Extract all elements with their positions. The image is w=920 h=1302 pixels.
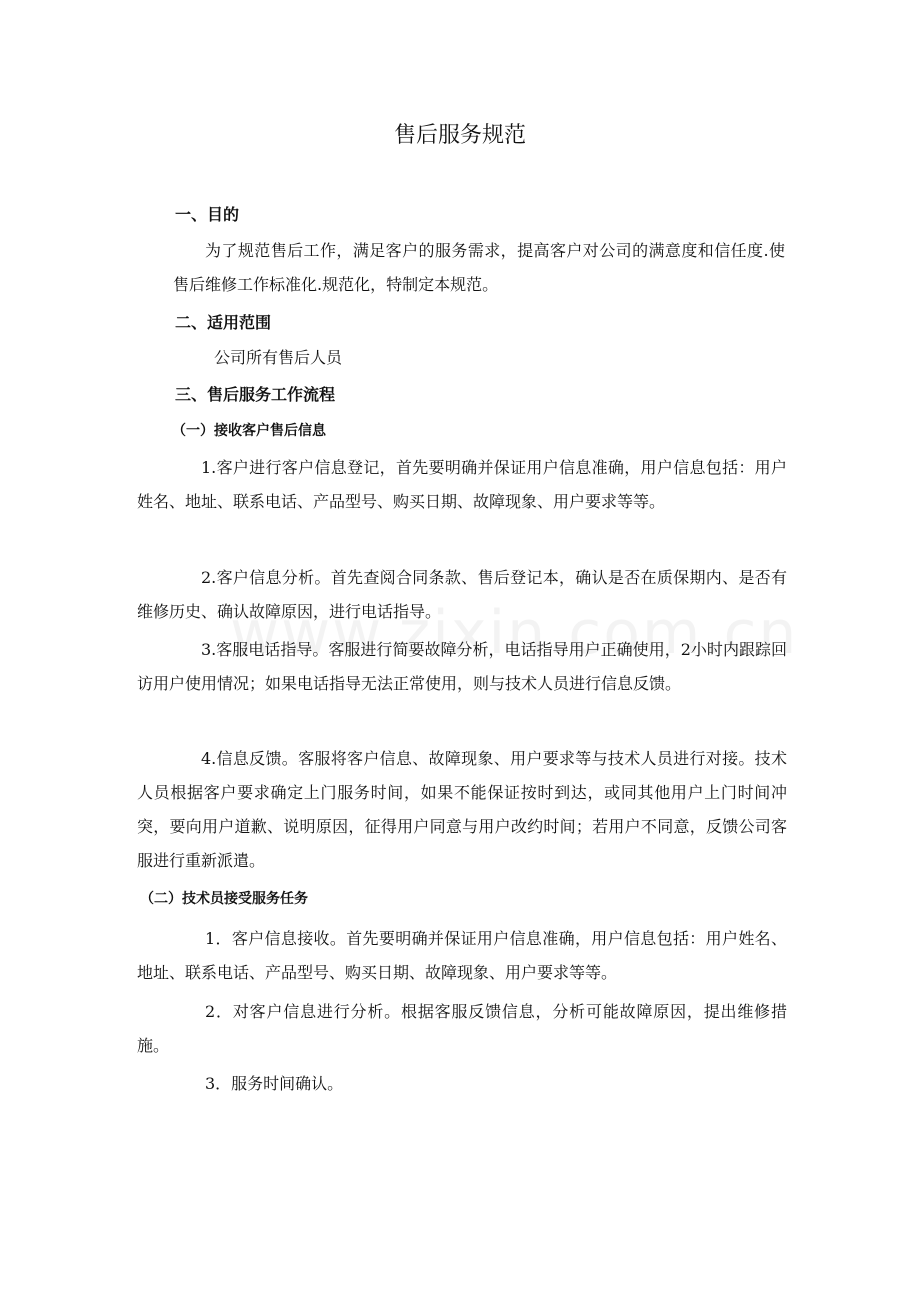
scope-text: 公司所有售后人员 bbox=[214, 348, 343, 367]
technician-item-2: 2．对客户信息进行分析。根据客服反馈信息，分析可能故障原因，提出维修措施。 bbox=[137, 1002, 787, 1055]
section-heading-scope: 二、适用范围 bbox=[175, 313, 272, 332]
workflow-item-3: 3.客服电话指导。客服进行简要故障分析，电话指导用户正确使用，2小时内跟踪回访用户使用情况；如果电话指导无法正常使用，则与技术人员进行信息反馈。 bbox=[137, 640, 787, 693]
technician-item-1: 1．客户信息接收。首先要明确并保证用户信息准确，用户信息包括：用户姓名、地址、联系电话、产品型号、购买日期、故障现象、用户要求等等。 bbox=[137, 929, 787, 982]
workflow-item-4: 4.信息反馈。客服将客户信息、故障现象、用户要求等与技术人员进行对接。技术人员根据客户要求确定上门服务时间，如果不能保证按时到达，或同其他用户上门时间冲突，要向用户道歉、说明原因，征得用户同意与用户改约时间；若用户不同意，反馈公司客服进行重新派遣。 bbox=[137, 749, 787, 870]
purpose-paragraph: 为了规范售后工作，满足客户的服务需求，提高客户对公司的满意度和信任度.使售后维修工作标准化.规范化，特制定本规范。 bbox=[173, 241, 785, 294]
section-heading-workflow: 三、售后服务工作流程 bbox=[175, 385, 336, 404]
technician-item-3: 3．服务时间确认。 bbox=[205, 1074, 344, 1093]
workflow-item-2: 2.客户信息分析。首先查阅合同条款、售后登记本，确认是否在质保期内、是否有维修历史、确认故障原因，进行电话指导。 bbox=[137, 568, 787, 621]
subsection-heading-technician-task: （二）技术员接受服务任务 bbox=[140, 891, 308, 907]
document-title: 售后服务规范 bbox=[393, 123, 526, 148]
workflow-item-1: 1.客户进行客户信息登记，首先要明确并保证用户信息准确，用户信息包括：用户姓名、地址、联系电话、产品型号、购买日期、故障现象、用户要求等等。 bbox=[137, 458, 787, 511]
section-heading-purpose: 一、目的 bbox=[175, 205, 240, 224]
subsection-heading-receive-info: （一）接收客户售后信息 bbox=[172, 423, 326, 439]
